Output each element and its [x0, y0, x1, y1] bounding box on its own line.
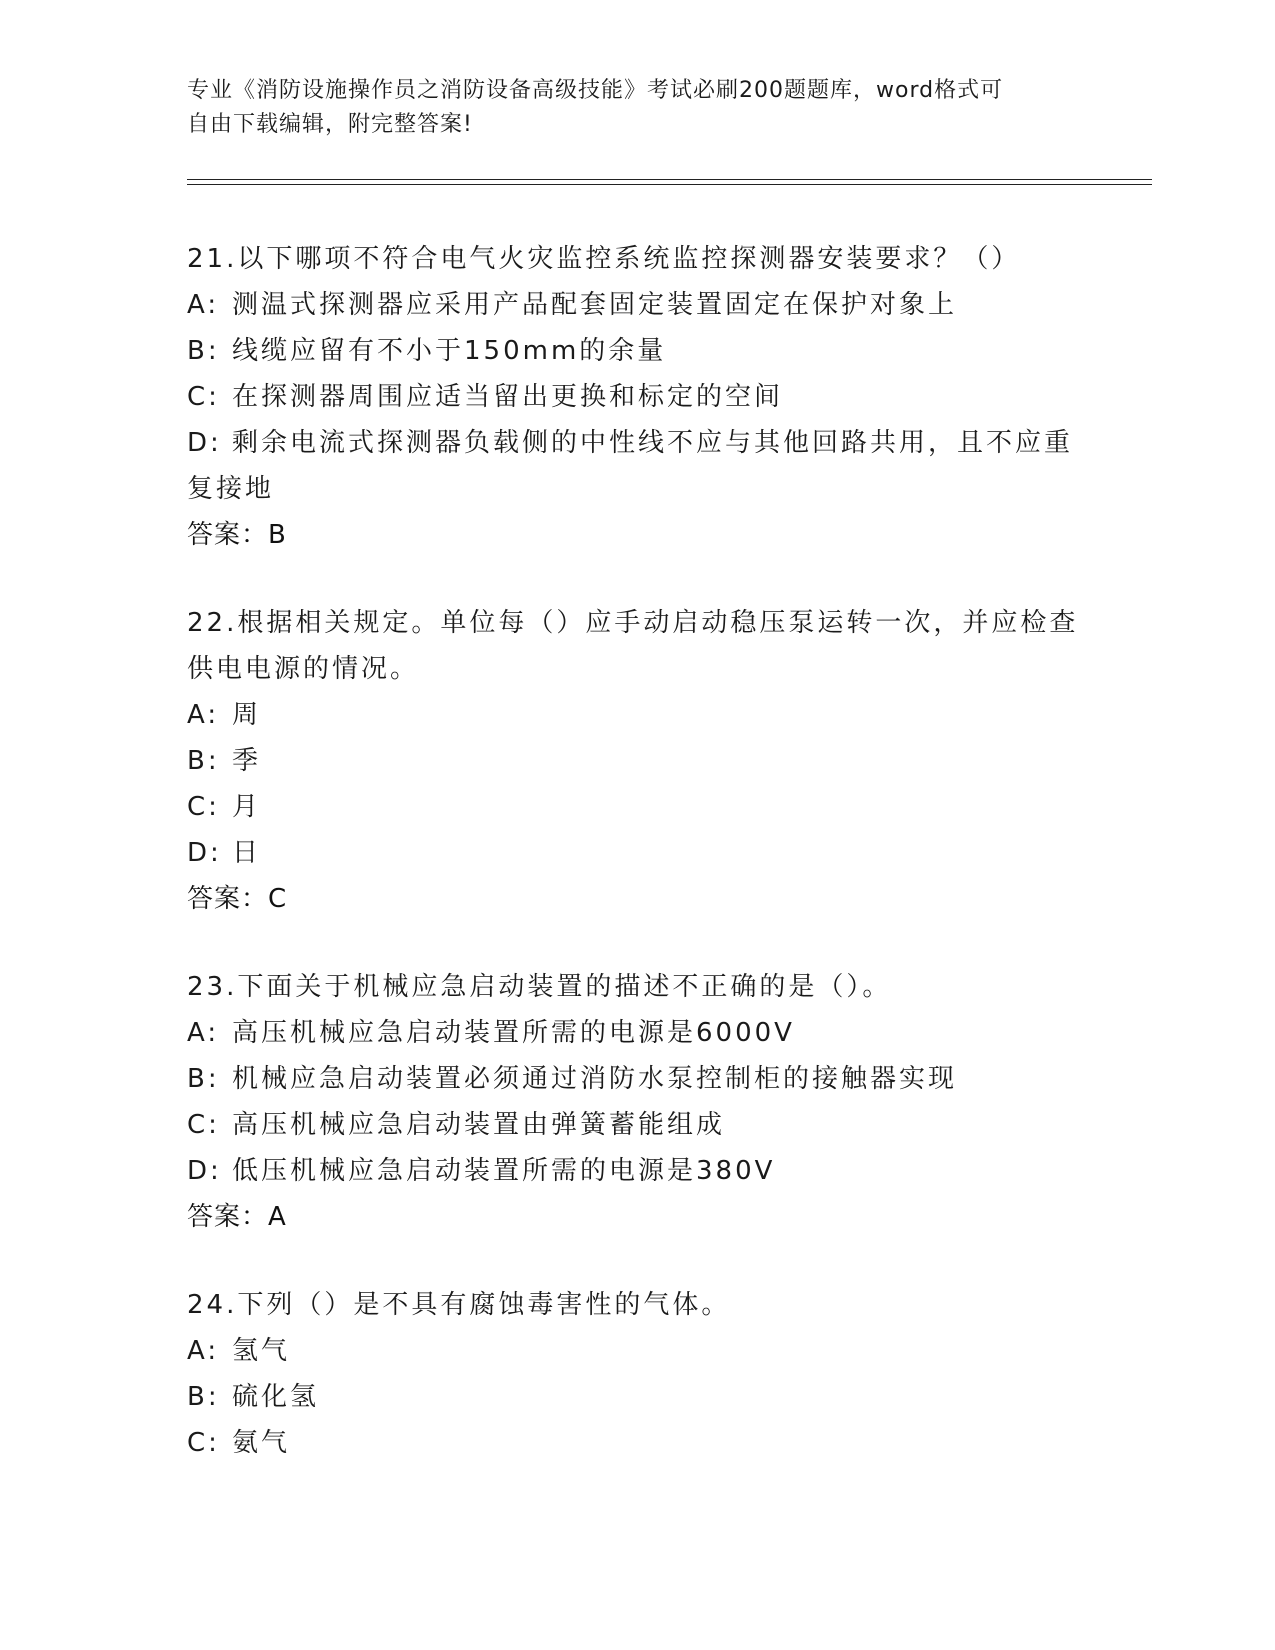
option-text: 机械应急启动装置必须通过消防水泵控制柜的接触器实现: [232, 1064, 958, 1094]
question-21: [187, 236, 1087, 558]
question-text-continuation: 供电电源的情况。: [187, 654, 420, 684]
option-text: 在探测器周围应适当留出更换和标定的空间: [232, 382, 784, 412]
option-text: 低压机械应急启动装置所需的电源是380V: [232, 1156, 776, 1186]
option-d: [187, 420, 1087, 466]
option-text: 测温式探测器应采用产品配套固定装置固定在保护对象上: [232, 290, 958, 320]
option-letter: C:: [187, 1110, 220, 1140]
option-c: [187, 1420, 1087, 1466]
question-text: 23.下面关于机械应急启动装置的描述不正确的是（）。: [187, 972, 892, 1002]
answer-label: 答案：C: [187, 884, 288, 914]
option-letter: A:: [187, 1018, 220, 1048]
option-letter: C:: [187, 1428, 220, 1458]
answer-label: 答案：B: [187, 520, 287, 550]
option-letter: C:: [187, 382, 220, 412]
option-a: [187, 1010, 1087, 1056]
option-text: 周: [232, 700, 262, 730]
option-b: [187, 328, 1087, 374]
option-c: [187, 1102, 1087, 1148]
option-text: 氨气: [232, 1428, 291, 1458]
option-letter: B:: [187, 336, 220, 366]
option-text: 剩余电流式探测器负载侧的中性线不应与其他回路共用，且不应重: [232, 428, 1074, 458]
option-c: [187, 784, 1087, 830]
option-text: 日: [232, 838, 262, 868]
option-d: [187, 830, 1087, 876]
option-letter: A:: [187, 700, 220, 730]
option-d: [187, 1148, 1087, 1194]
option-b: [187, 1056, 1087, 1102]
question-list: [187, 236, 1087, 1508]
option-text: 线缆应留有不小于150mm的余量: [232, 336, 667, 366]
option-text: 高压机械应急启动装置由弹簧蓄能组成: [232, 1110, 726, 1140]
option-text: 高压机械应急启动装置所需的电源是6000V: [232, 1018, 795, 1048]
question-24: [187, 1282, 1087, 1466]
option-text: 月: [232, 792, 262, 822]
header-divider-top: [187, 179, 1152, 180]
option-letter: D:: [187, 1156, 222, 1186]
header-line-1: 专业《消防设施操作员之消防设备高级技能》考试必刷200题题库，word格式可: [187, 78, 1004, 103]
answer-label: 答案：A: [187, 1202, 287, 1232]
option-letter: A:: [187, 1336, 220, 1366]
option-letter: D:: [187, 838, 222, 868]
option-b: [187, 1374, 1087, 1420]
option-text: 季: [232, 746, 262, 776]
header-line-2: 自由下载编辑，附完整答案!: [187, 112, 473, 137]
option-letter: B:: [187, 746, 220, 776]
document-header: [187, 74, 1087, 142]
option-text: 硫化氢: [232, 1382, 320, 1412]
option-text: 氢气: [232, 1336, 291, 1366]
option-a: [187, 1328, 1087, 1374]
option-letter: B:: [187, 1382, 220, 1412]
option-letter: B:: [187, 1064, 220, 1094]
option-letter: D:: [187, 428, 222, 458]
question-22: [187, 600, 1087, 922]
question-text: 24.下列（）是不具有腐蚀毒害性的气体。: [187, 1290, 731, 1320]
option-letter: A:: [187, 290, 220, 320]
header-divider-bottom: [187, 184, 1152, 185]
option-d-continuation: 复接地: [187, 474, 275, 504]
question-text: 21.以下哪项不符合电气火灾监控系统监控探测器安装要求？（）: [187, 244, 1021, 274]
question-text: 22.根据相关规定。单位每（）应手动启动稳压泵运转一次，并应检查: [187, 608, 1079, 638]
option-letter: C:: [187, 792, 220, 822]
option-c: [187, 374, 1087, 420]
option-b: [187, 738, 1087, 784]
option-a: [187, 692, 1087, 738]
option-a: [187, 282, 1087, 328]
question-23: [187, 964, 1087, 1240]
